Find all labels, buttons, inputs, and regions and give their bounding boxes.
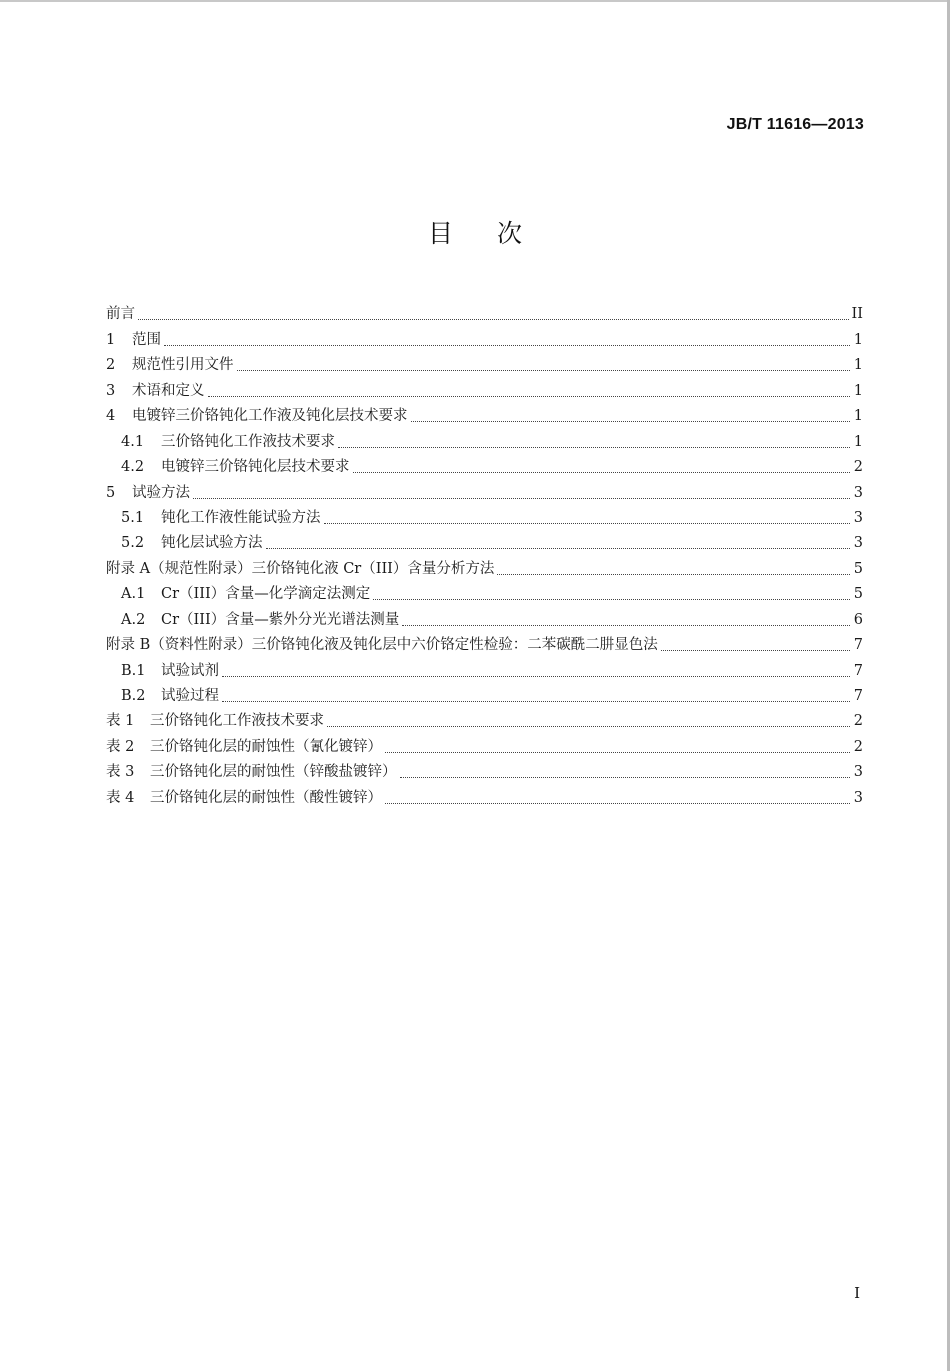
toc-entry-label: 试验方法 <box>132 484 190 501</box>
toc-entry[interactable] <box>106 681 863 706</box>
toc-entry-label: Cr（III）含量—化学滴定法测定 <box>161 586 371 603</box>
toc-entry-number: A.1 <box>121 586 146 603</box>
toc-entry-page-number: 3 <box>853 484 863 501</box>
toc-dot-leader <box>266 548 851 549</box>
toc-entry-label: 电镀锌三价铬钝化层技术要求 <box>161 459 350 476</box>
toc-dot-leader <box>411 421 851 422</box>
toc-entry-label: 三价铬钝化层的耐蚀性（锌酸盐镀锌） <box>150 764 397 781</box>
toc-entry[interactable] <box>106 375 863 400</box>
toc-entry[interactable] <box>106 528 863 553</box>
toc-entry-number: 表 3 <box>106 764 135 781</box>
toc-dot-leader <box>327 726 850 727</box>
toc-entry-number: B.1 <box>121 662 146 679</box>
toc-entry-number: 5.1 <box>121 509 145 526</box>
toc-entry-page-number: 2 <box>853 459 863 476</box>
toc-entry[interactable] <box>106 630 863 655</box>
toc-dot-leader <box>661 650 850 651</box>
toc-entry-number: A.2 <box>121 611 146 628</box>
toc-entry[interactable] <box>106 782 863 807</box>
toc-dot-leader <box>222 676 850 677</box>
toc-entry-number: 表 1 <box>106 713 135 730</box>
toc-entry-page-number: 1 <box>853 357 863 374</box>
toc-entry-page-number: 3 <box>853 509 863 526</box>
toc-entry-number: 2 <box>106 357 116 374</box>
toc-entry-label: 三价铬钝化工作液技术要求 <box>161 433 335 450</box>
page-top-edge <box>0 0 950 2</box>
toc-entry-page-number: 2 <box>853 713 863 730</box>
toc-dot-leader <box>385 803 850 804</box>
toc-entry-page-number: 3 <box>853 535 863 552</box>
toc-entry-number: 4.2 <box>121 459 145 476</box>
toc-entry-label: 三价铬钝化层的耐蚀性（氰化镀锌） <box>150 738 382 755</box>
toc-entry-label: 钝化层试验方法 <box>161 535 263 552</box>
toc-dot-leader <box>402 625 850 626</box>
toc-entry-page-number: 6 <box>853 611 863 628</box>
toc-dot-leader <box>385 752 850 753</box>
toc-entry-number: 1 <box>106 331 116 348</box>
toc-entry-number: B.2 <box>121 688 146 704</box>
toc-entry[interactable] <box>106 477 863 502</box>
toc-dot-leader <box>138 319 849 320</box>
toc-entry-number: 5 <box>106 484 116 501</box>
toc-entry-label: 术语和定义 <box>132 382 205 399</box>
toc-entry-number: 4.1 <box>121 433 145 450</box>
toc-entry-label: 附录 A（规范性附录）三价铬钝化液 Cr（III）含量分析方法 <box>106 560 495 577</box>
toc-entry[interactable] <box>106 553 863 578</box>
toc-entry-number: 表 4 <box>106 789 135 806</box>
toc-entry[interactable] <box>106 324 863 349</box>
toc-dot-leader <box>373 599 850 600</box>
toc-entry-page-number: 5 <box>853 560 863 577</box>
document-code: JB/T 11616—2013 <box>726 116 864 133</box>
toc-entry-page-number: 7 <box>853 662 863 679</box>
table-of-contents <box>106 299 863 808</box>
toc-dot-leader <box>400 777 851 778</box>
toc-entry-label: 电镀锌三价铬钝化工作液及钝化层技术要求 <box>132 408 408 425</box>
toc-entry-page-number: 2 <box>853 738 863 755</box>
toc-entry-label: Cr（III）含量—紫外分光光谱法测量 <box>161 611 400 628</box>
toc-entry-label: 钝化工作液性能试验方法 <box>161 509 321 526</box>
toc-entry-label: 范围 <box>132 331 161 348</box>
toc-entry-page-number: 1 <box>853 408 863 425</box>
toc-entry[interactable] <box>106 503 863 528</box>
page-folio: I <box>854 1284 860 1302</box>
toc-dot-leader <box>222 701 850 702</box>
toc-entry[interactable] <box>106 706 863 731</box>
toc-entry[interactable] <box>106 604 863 629</box>
toc-entry-page-number: 1 <box>853 433 863 450</box>
toc-dot-leader <box>324 523 851 524</box>
toc-entry-page-number: 7 <box>853 637 863 654</box>
toc-entry-page-number: II <box>851 306 863 323</box>
toc-entry-label: 规范性引用文件 <box>132 357 234 374</box>
toc-heading <box>0 214 950 250</box>
toc-entry-page-number: 5 <box>853 586 863 603</box>
toc-entry[interactable] <box>106 401 863 426</box>
toc-entry-label: 三价铬钝化层的耐蚀性（酸性镀锌） <box>150 789 382 806</box>
toc-entry[interactable] <box>106 757 863 782</box>
toc-entry-label: 试验过程 <box>161 688 219 704</box>
toc-entry-page-number: 3 <box>853 764 863 781</box>
toc-entry-page-number: 7 <box>853 688 863 704</box>
toc-dot-leader <box>338 447 850 448</box>
toc-entry-page-number: 1 <box>853 331 863 348</box>
toc-entry-page-number: 1 <box>853 382 863 399</box>
toc-entry[interactable] <box>106 350 863 375</box>
toc-dot-leader <box>237 370 851 371</box>
toc-entry[interactable] <box>106 579 863 604</box>
toc-heading-char-1: 目 <box>427 219 453 248</box>
toc-entry[interactable] <box>106 426 863 451</box>
toc-entry[interactable] <box>106 731 863 756</box>
toc-entry-number: 5.2 <box>121 535 145 552</box>
toc-entry-label: 附录 B（资料性附录）三价铬钝化液及钝化层中六价铬定性检验：二苯碳酰二肼显色法 <box>106 637 658 654</box>
toc-entry[interactable] <box>106 655 863 680</box>
toc-dot-leader <box>208 396 851 397</box>
toc-entry-number: 3 <box>106 382 116 399</box>
toc-entry-label: 试验试剂 <box>161 662 219 679</box>
toc-entry-label: 前言 <box>106 306 135 323</box>
toc-entry[interactable] <box>106 299 863 324</box>
toc-dot-leader <box>193 498 850 499</box>
toc-entry-label: 三价铬钝化工作液技术要求 <box>150 713 324 730</box>
toc-heading-char-2: 次 <box>497 219 523 248</box>
toc-dot-leader <box>353 472 851 473</box>
toc-dot-leader <box>164 345 850 346</box>
toc-entry-number: 表 2 <box>106 738 135 755</box>
toc-entry-page-number: 3 <box>853 789 863 806</box>
toc-entry[interactable] <box>106 452 863 477</box>
toc-entry-number: 4 <box>106 408 116 425</box>
toc-dot-leader <box>497 574 850 575</box>
